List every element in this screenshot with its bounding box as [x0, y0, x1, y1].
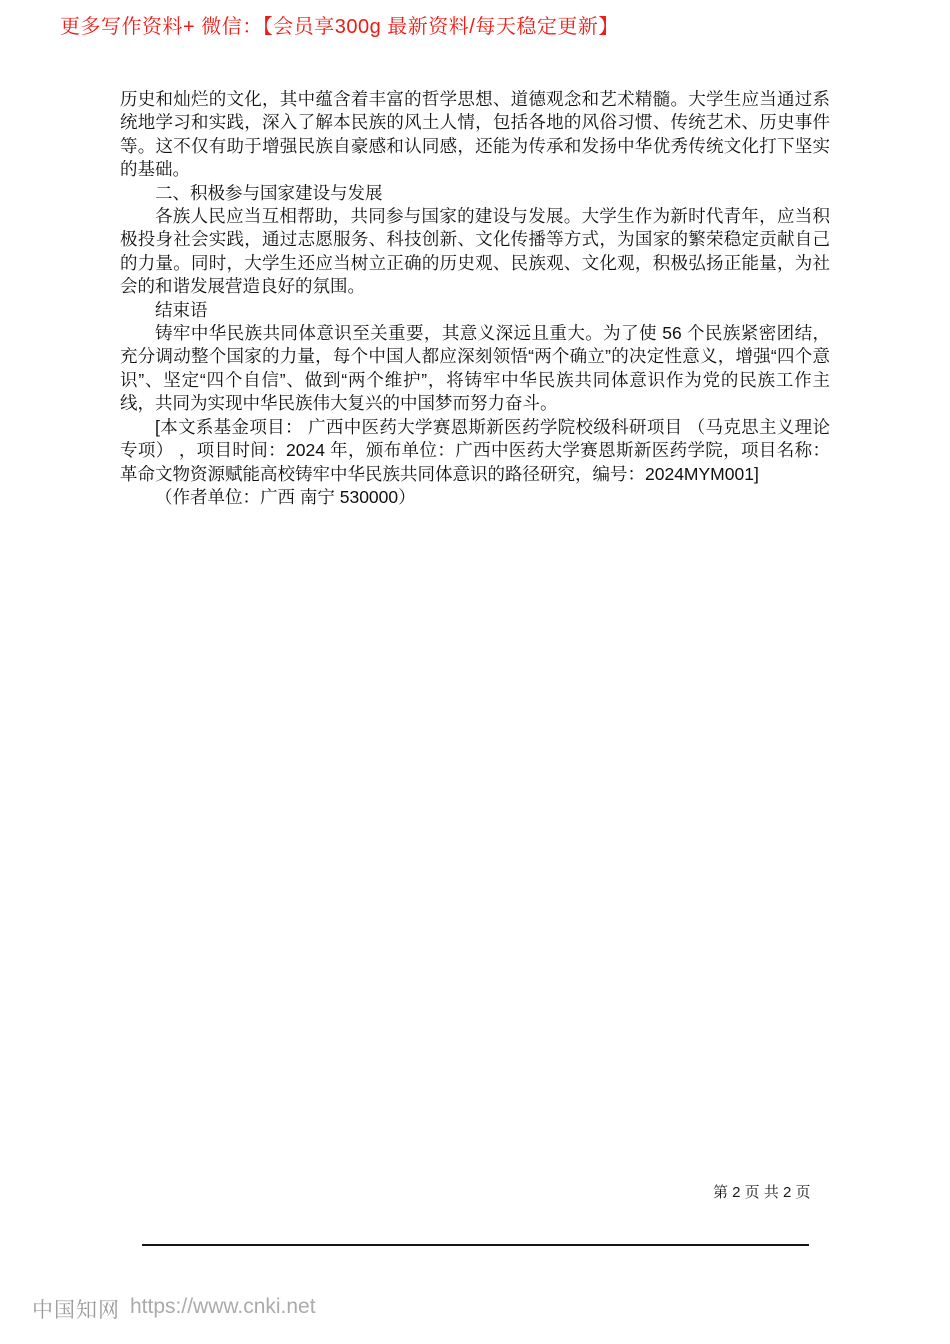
cnki-url-watermark: https://www.cnki.net: [130, 1295, 316, 1318]
promo-banner-text: 更多写作资料+ 微信：【会员享300g 最新资料/每天稳定更新】: [60, 16, 619, 38]
article-body: [120, 88, 830, 509]
paragraph-continuation: 历史和灿烂的文化，其中蕴含着丰富的哲学思想、道德观念和艺术精髓。大学生应当通过系统地学习和实践，深入了解本民族的风土人情，包括各地的风俗习惯、传统艺术、历史事件等。这不仅有助于增强民族自豪感和认同感，还能为传承和发扬中华优秀传统文化打下坚实的基础。: [120, 89, 830, 180]
funding-note: [本文系基金项目： 广西中医药大学赛恩斯新医药学院校级科研项目 （马克思主义理论专项） ，项目时间：2024 年，颁布单位：广西中医药大学赛恩斯新医药学院，项目名称：革命文物资源赋能高校铸牢中华民族共同体意识的路径研究，编号：2024MYM001]: [120, 416, 830, 484]
paragraph-national-development: 各族人民应当互相帮助，共同参与国家的建设与发展。大学生作为新时代青年，应当积极投身社会实践，通过志愿服务、科技创新、文化传播等方式，为国家的繁荣稳定贡献自己的力量。同时，大学生还应当树立正确的历史观、民族观、文化观，积极弘扬正能量，为社会的和谐发展营造良好的氛围。: [120, 206, 830, 297]
section-heading-two: 二、积极参与国家建设与发展: [155, 182, 383, 203]
cnki-brand-watermark: 中国知网: [32, 1299, 120, 1322]
paragraph-conclusion: 铸牢中华民族共同体意识至关重要，其意义深远且重大。为了使 56 个民族紧密团结，充分调动整个国家的力量，每个中国人都应深刻领悟“两个确立”的决定性意义，增强“四个意识”、坚定“四个自信”、做到“两个维护”，将铸牢中华民族共同体意识作为党的民族工作主线，共同为实现中华民族伟大复兴的中国梦而努力奋斗。: [120, 323, 830, 414]
footer-divider-line: [142, 1244, 809, 1246]
section-heading-conclusion: 结束语: [155, 299, 208, 320]
author-affiliation: （作者单位：广西 南宁 530000）: [155, 486, 416, 507]
page-indicator: 第 2 页 共 2 页: [713, 1184, 811, 1201]
